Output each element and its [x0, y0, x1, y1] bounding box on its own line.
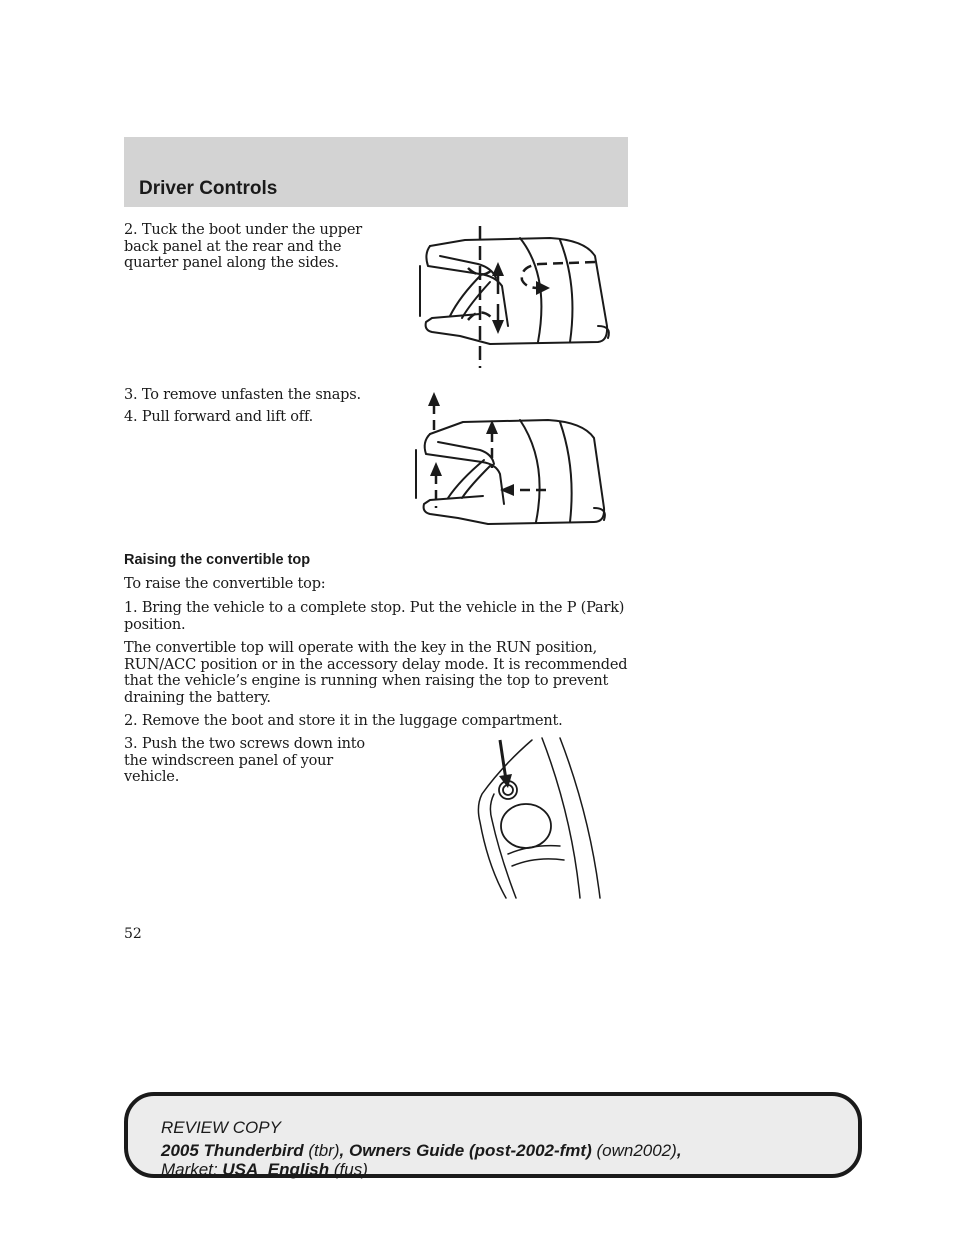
review-copy-line3: [161, 1160, 368, 1180]
raising-step3: [124, 736, 365, 786]
text-line: 2. Tuck the boot under the upper: [124, 222, 362, 238]
guide-code: (own2002): [591, 1141, 677, 1160]
remove-boot-illustration: [408, 392, 613, 532]
market-label: Market:: [161, 1160, 223, 1179]
text-line: RUN/ACC position or in the accessory delay mode. It is recommended: [124, 656, 628, 673]
text-line: vehicle.: [124, 769, 180, 785]
tuck-boot-illustration: [410, 226, 615, 371]
market-name: USA_English: [222, 1160, 330, 1179]
text-line: draining the battery.: [124, 689, 271, 706]
text-line: quarter panel along the sides.: [124, 255, 339, 271]
guide-name: Owners Guide (post-2002-fmt): [348, 1141, 592, 1160]
section-title: Driver Controls: [139, 178, 278, 199]
raising-intro: To raise the convertible top:: [124, 576, 326, 592]
review-copy-label: REVIEW COPY: [161, 1118, 281, 1137]
market-code: (fus): [329, 1160, 368, 1179]
text-line: The convertible top will operate with the key in the RUN position,: [124, 640, 597, 656]
model-name: 2005 Thunderbird: [161, 1141, 304, 1160]
step4-pull-text: 4. Pull forward and lift off.: [124, 409, 314, 425]
raising-heading: Raising the convertible top: [124, 552, 311, 568]
windscreen-screw-illustration: [472, 736, 607, 901]
text-line: back panel at the rear and the: [124, 238, 342, 255]
step2-tuck-text: [124, 222, 362, 272]
text-line: the windscreen panel of your: [124, 752, 334, 769]
text-line: 1. Bring the vehicle to a complete stop. Put the vehicle in the P (Park): [124, 600, 625, 616]
step3-remove-text: 3. To remove unfasten the snaps.: [124, 387, 361, 403]
text-line: position.: [124, 616, 186, 633]
raising-step2: 2. Remove the boot and store it in the luggage compartment.: [124, 713, 563, 729]
review-copy-line2: [161, 1141, 682, 1161]
model-code: (tbr): [303, 1141, 340, 1160]
raising-note: [124, 640, 627, 706]
page-number: 52: [124, 926, 142, 942]
separator: ,: [339, 1141, 349, 1160]
text-line: that the vehicle’s engine is running when raising the top to prevent: [124, 673, 609, 689]
raising-step1: [124, 600, 624, 633]
separator: ,: [676, 1141, 682, 1160]
text-line: 3. Push the two screws down into: [124, 736, 365, 752]
